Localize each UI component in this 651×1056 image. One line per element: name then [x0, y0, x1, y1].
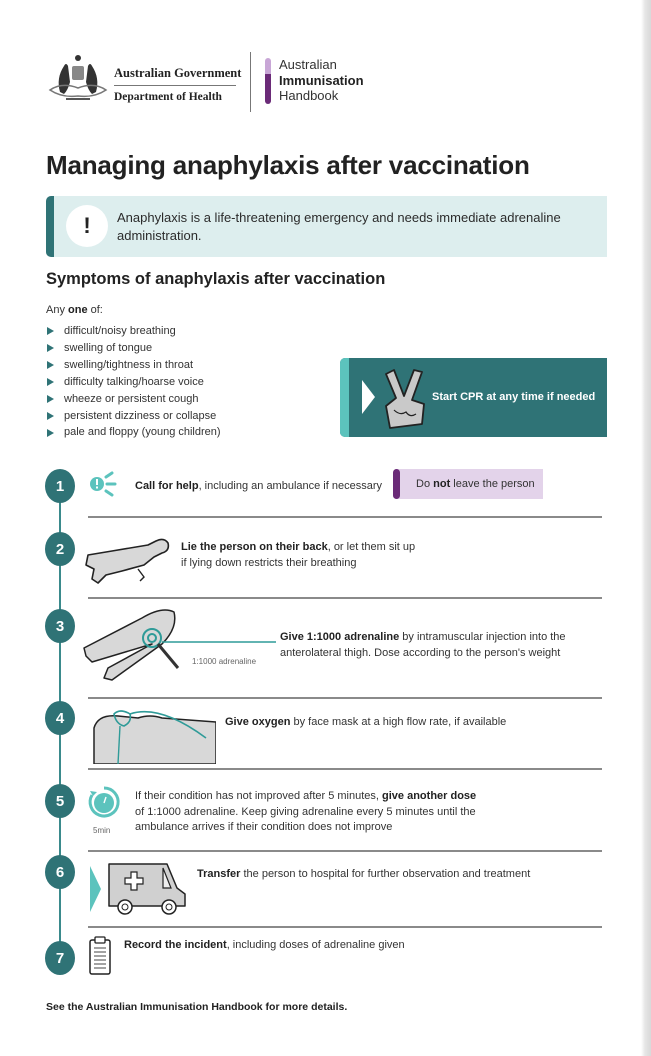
step-4-text: Give oxygen by face mask at a high flow rate, if available	[225, 716, 507, 728]
step-divider	[88, 768, 602, 770]
bullet-triangle-icon	[47, 412, 54, 420]
ambulance-icon	[105, 860, 189, 916]
bullet-triangle-icon	[47, 395, 54, 403]
thigh-injection-icon	[82, 608, 282, 684]
person-lying-icon	[82, 535, 176, 585]
step-number-1: 1	[45, 469, 75, 503]
footer-note: See the Australian Immunisation Handbook for more details.	[46, 1001, 348, 1013]
step-number-7: 7	[45, 941, 75, 975]
step-divider	[88, 697, 602, 699]
timer-label: 5min	[93, 826, 111, 835]
step-number-5: 5	[45, 784, 75, 818]
alert-box	[46, 196, 607, 257]
handbook-line2: Immunisation	[279, 72, 364, 88]
do-not-leave-callout	[393, 469, 543, 499]
page-title: Managing anaphylaxis after vaccination	[46, 150, 530, 180]
step-divider	[88, 926, 602, 928]
step-6-text: Transfer the person to hospital for further observation and treatment	[197, 868, 531, 880]
oxygen-mask-icon	[90, 708, 216, 764]
play-arrow-icon	[362, 380, 375, 414]
step-divider	[88, 850, 602, 852]
bullet-triangle-icon	[47, 429, 54, 437]
call-alert-icon	[88, 469, 118, 499]
handbook-wordmark	[279, 57, 364, 104]
step-number-3: 3	[45, 609, 75, 643]
handbook-line3: Handbook	[279, 88, 339, 103]
list-item: persistent dizziness or collapse	[46, 408, 221, 425]
list-item: swelling of tongue	[46, 340, 221, 357]
step-2-text: Lie the person on their back, or let them sit up if lying down restricts their breathing	[181, 541, 416, 569]
handbook-line1: Australian	[279, 57, 337, 72]
list-item: difficulty talking/hoarse voice	[46, 374, 221, 391]
list-item: difficult/noisy breathing	[46, 323, 221, 340]
adrenaline-label: 1:1000 adrenaline	[192, 657, 257, 666]
bullet-triangle-icon	[47, 378, 54, 386]
list-item: pale and floppy (young children)	[46, 424, 221, 441]
cpr-hands-icon	[380, 366, 430, 430]
cpr-callout	[340, 358, 607, 437]
symptoms-list	[46, 323, 221, 441]
handbook-logo-bar-icon	[265, 58, 271, 104]
step-divider	[88, 597, 602, 599]
step-1-text: Call for help, including an ambulance if necessary	[135, 480, 383, 492]
bullet-triangle-icon	[47, 327, 54, 335]
cpr-text: Start CPR at any time if needed	[432, 391, 596, 403]
symptoms-heading: Symptoms of anaphylaxis after vaccination	[46, 270, 386, 288]
symptoms-intro: Any one of:	[46, 304, 103, 316]
alert-text: Anaphylaxis is a life-threatening emergency and needs immediate adrenaline administration.	[117, 210, 561, 243]
government-wordmark	[114, 66, 242, 103]
donot-accent-bar	[393, 469, 400, 499]
list-item: swelling/tightness in throat	[46, 357, 221, 374]
step-7-text: Record the incident, including doses of adrenaline given	[124, 939, 405, 951]
bullet-triangle-icon	[47, 361, 54, 369]
clipboard-icon	[88, 936, 112, 976]
exclamation-icon: !	[66, 205, 108, 247]
donot-text: Do not leave the person	[416, 478, 535, 490]
step-3-text: Give 1:1000 adrenaline by intramuscular injection into the anterolateral thigh. Dose according to the person's weight	[280, 631, 566, 659]
step-number-4: 4	[45, 701, 75, 735]
step-divider	[88, 516, 602, 518]
page-edge-shadow	[641, 0, 651, 1056]
alert-accent-bar	[46, 196, 54, 257]
step-number-2: 2	[45, 532, 75, 566]
timer-icon	[87, 785, 121, 821]
cpr-accent-bar	[340, 358, 349, 437]
step-number-6: 6	[45, 855, 75, 889]
header-divider	[250, 52, 251, 112]
step-5-text: If their condition has not improved after 5 minutes, give another dose of 1:1000 adrenaline. Keep giving adrenaline every 5 minutes until the ambulance arrives if their condition does not improve	[135, 790, 477, 833]
list-item: wheeze or persistent cough	[46, 391, 221, 408]
gov-line1: Australian Government	[114, 66, 236, 86]
bullet-triangle-icon	[47, 344, 54, 352]
coat-of-arms-icon	[46, 52, 110, 104]
gov-line2: Department of Health	[114, 91, 222, 103]
play-arrow-icon	[90, 866, 101, 912]
